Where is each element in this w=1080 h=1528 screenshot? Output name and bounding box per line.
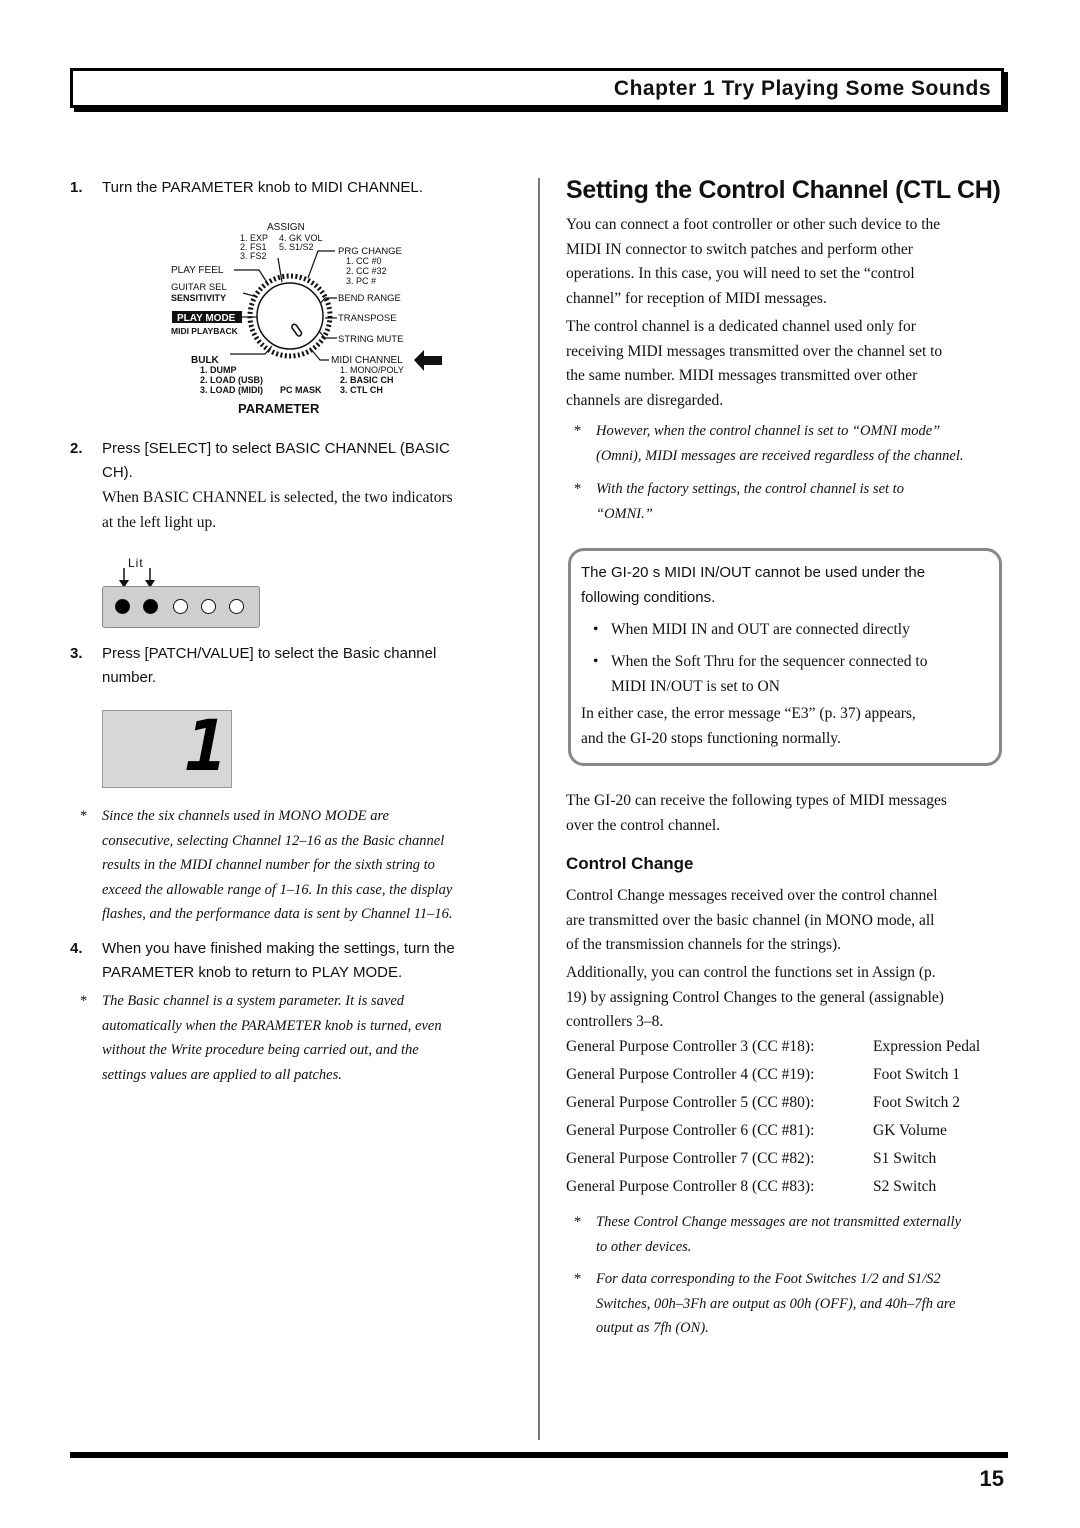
note-line: For data corresponding to the Foot Switches 1/2 and S1/S2 — [596, 1271, 941, 1287]
bulk-item: 1. DUMP — [200, 365, 237, 375]
chapter-header — [70, 68, 1004, 108]
assign-item: 5. S1/S2 — [279, 242, 314, 252]
bulk-item: 2. LOAD (USB) — [200, 375, 263, 385]
knob-label-sensitivity: SENSITIVITY — [171, 293, 227, 303]
step-number: 1. — [70, 179, 83, 196]
step-text-line: number. — [102, 669, 157, 686]
step-text-line: PARAMETER knob to return to PLAY MODE. — [102, 964, 403, 981]
body-line: 19) by assigning Control Changes to the general (assignable) — [566, 988, 944, 1006]
body-line: channel” for reception of MIDI messages. — [566, 289, 827, 307]
step-2-body — [102, 486, 522, 535]
knob-label-transpose: TRANSPOSE — [338, 313, 397, 324]
step-number: 2. — [70, 440, 83, 457]
note-not-transmitted: * These Control Change messages are not transmitted externally to other devices. — [596, 1210, 1016, 1259]
indicator-light — [173, 599, 188, 614]
note-line: consecutive, selecting Channel 12–16 as the Basic channel — [102, 832, 445, 849]
step-text-line: Press [SELECT] to select BASIC CHANNEL (BASIC — [102, 440, 450, 457]
page-number: 15 — [979, 1466, 1004, 1491]
body-line: at the left light up. — [102, 513, 217, 531]
cc-function: Foot Switch 1 — [873, 1066, 960, 1083]
lcd-value: 1 — [184, 705, 227, 787]
note-line: automatically when the PARAMETER knob is turned, even — [102, 1017, 442, 1034]
body-line: MIDI IN connector to switch patches and perform other — [566, 240, 913, 258]
cc-controller: General Purpose Controller 3 (CC #18): — [566, 1038, 815, 1055]
body-line: the same number. MIDI messages transmitted over other — [566, 367, 918, 384]
body-line: over the control channel. — [566, 816, 721, 834]
cc-function: S2 Switch — [873, 1178, 937, 1195]
cc-function: GK Volume — [873, 1122, 947, 1139]
note-line: exceed the allowable range of 1–16. In this case, the display — [102, 881, 453, 898]
note-line: output as 7fh (ON). — [596, 1320, 709, 1336]
step-4 — [70, 937, 520, 985]
body-line: Additionally, you can control the functions set in Assign (p. — [566, 964, 936, 981]
indicator-panel — [102, 586, 260, 628]
prg-item: 3. PC # — [346, 276, 377, 286]
note-line: Switches, 00h–3Fh are output as 00h (OFF), and 40h–7fh are — [596, 1295, 956, 1312]
bulk-item: 3. LOAD (MIDI) — [200, 385, 263, 395]
body-line: When BASIC CHANNEL is selected, the two indicators — [102, 489, 453, 506]
note-line: settings values are applied to all patches. — [102, 1066, 342, 1083]
prg-item: 2. CC #32 — [346, 266, 387, 276]
knob-label-prg-change: PRG CHANGE — [338, 246, 402, 257]
body-line: of the transmission channels for the strings). — [566, 936, 842, 953]
assign-item: 1. EXP — [240, 233, 269, 243]
body-line: Control Change messages received over the control channel — [566, 887, 938, 904]
knob-label-pc-mask: PC MASK — [280, 385, 322, 395]
step-2 — [70, 437, 520, 485]
body-line: operations. In this case, you will need to set the “control — [566, 265, 915, 282]
knob-label-bend-range: BEND RANGE — [338, 293, 401, 304]
step-number: 3. — [70, 645, 83, 662]
note-omni-mode: * However, when the control channel is set to “OMNI mode” (Omni), MIDI messages are received regardless of the channel. — [596, 419, 1016, 468]
info-box — [568, 548, 1002, 766]
assign-item: 2. FS1 — [240, 242, 267, 252]
body-line: MIDI IN/OUT is set to ON — [611, 677, 780, 695]
body-line: The control channel is a dedicated channel used only for — [566, 318, 916, 335]
step-number: 4. — [70, 940, 83, 957]
note-line: With the factory settings, the control channel is set to — [596, 481, 904, 497]
box-outro — [581, 702, 916, 751]
paragraph — [566, 884, 1006, 958]
subsection-title: Control Change — [566, 854, 694, 873]
note-mono-mode: * Since the six channels used in MONO MODE are consecutive, selecting Channel 12–16 as the Basic channel results in the MIDI channel number for the sixth string to exceed the allowable range of 1–16. In this case, the display flashes, and the performance data is sent by Channel 11–16. — [102, 804, 522, 927]
body-line: You can connect a foot controller or other such device to the — [566, 216, 941, 233]
indicator-light — [115, 599, 130, 614]
note-line: Since the six channels used in MONO MODE are — [102, 808, 389, 824]
knob-label-midi-playback: MIDI PLAYBACK — [171, 326, 238, 336]
indicator-light — [201, 599, 216, 614]
column-divider — [538, 178, 540, 1440]
indicator-light — [143, 599, 158, 614]
body-line: The GI-20 s MIDI IN/OUT cannot be used under the — [581, 564, 926, 581]
box-bullet: • When the Soft Thru for the sequencer connected to MIDI IN/OUT is set to ON — [611, 650, 928, 699]
body-line: following conditions. — [581, 588, 716, 606]
lit-label: Lit — [128, 556, 144, 570]
parameter-knob — [250, 276, 330, 356]
cc-controller: General Purpose Controller 7 (CC #82): — [566, 1150, 815, 1167]
step-1 — [70, 176, 520, 200]
note-line: “OMNI.” — [596, 505, 653, 522]
indicator-light — [229, 599, 244, 614]
paragraph — [566, 789, 1006, 838]
cc-function: Foot Switch 2 — [873, 1094, 960, 1111]
knob-label-bulk: BULK — [191, 355, 219, 366]
midi-item: 1. MONO/POLY — [340, 365, 404, 375]
parameter-knob-diagram — [160, 214, 450, 420]
body-line: When MIDI IN and OUT are connected directly — [611, 621, 910, 638]
paragraph — [566, 961, 1006, 1035]
box-bullet: • When MIDI IN and OUT are connected directly — [611, 618, 910, 643]
body-line: receiving MIDI messages transmitted over the channel set to — [566, 342, 943, 360]
lcd-display — [102, 705, 232, 788]
cc-controller: General Purpose Controller 5 (CC #80): — [566, 1094, 815, 1111]
body-line: controllers 3–8. — [566, 1013, 664, 1030]
body-line: When the Soft Thru for the sequencer connected to — [611, 653, 928, 670]
cc-controller: General Purpose Controller 4 (CC #19): — [566, 1066, 815, 1083]
body-line: and the GI-20 stops functioning normally. — [581, 729, 841, 747]
note-line: without the Write procedure being carried out, and the — [102, 1042, 419, 1058]
section-title: Setting the Control Channel (CTL CH) — [566, 176, 1001, 204]
footer-rule — [70, 1452, 1008, 1458]
note-foot-switch-data: * For data corresponding to the Foot Switches 1/2 and S1/S2 Switches, 00h–3Fh are output as 00h (OFF), and 40h–7fh are output as 7fh (ON). — [596, 1267, 1016, 1341]
note-factory-settings: * With the factory settings, the control channel is set to “OMNI.” — [596, 477, 1016, 526]
cc-controller: General Purpose Controller 6 (CC #81): — [566, 1122, 815, 1139]
assign-item: 4. GK VOL — [279, 233, 323, 243]
paragraph — [566, 315, 1006, 413]
step-text-line: When you have finished making the settings, turn the — [102, 940, 455, 957]
knob-label-parameter: PARAMETER — [238, 401, 320, 416]
knob-label-play-mode: PLAY MODE — [177, 313, 236, 324]
step-3 — [70, 642, 520, 690]
note-line: to other devices. — [596, 1238, 692, 1255]
midi-item: 2. BASIC CH — [340, 375, 394, 385]
cc-controller: General Purpose Controller 8 (CC #83): — [566, 1178, 815, 1195]
step-text: Turn the PARAMETER knob to MIDI CHANNEL. — [102, 179, 423, 196]
chapter-title: Chapter 1 Try Playing Some Sounds — [613, 77, 991, 100]
cc-function: Expression Pedal — [873, 1038, 981, 1055]
midi-item: 3. CTL CH — [340, 385, 383, 395]
arrow-left-icon — [414, 350, 442, 371]
prg-item: 1. CC #0 — [346, 256, 382, 266]
body-line: The GI-20 can receive the following types of MIDI messages — [566, 792, 947, 809]
knob-label-play-feel: PLAY FEEL — [171, 265, 224, 276]
body-line: In either case, the error message “E3” (p. 37) appears, — [581, 705, 916, 722]
note-line: results in the MIDI channel number for the sixth string to — [102, 857, 435, 873]
knob-label-guitar-sel: GUITAR SEL — [171, 282, 227, 293]
knob-label-string-mute: STRING MUTE — [338, 334, 404, 345]
knob-label-midi-channel: MIDI CHANNEL — [331, 355, 403, 366]
knob-label-assign: ASSIGN — [267, 222, 305, 233]
step-text-line: CH). — [102, 464, 133, 481]
paragraph — [566, 213, 1006, 311]
body-line: channels are disregarded. — [566, 391, 724, 409]
assign-item: 3. FS2 — [240, 251, 267, 261]
note-line: However, when the control channel is set to “OMNI mode” — [596, 423, 941, 439]
step-text-line: Press [PATCH/VALUE] to select the Basic channel — [102, 645, 437, 662]
body-line: are transmitted over the basic channel (in MONO mode, all — [566, 911, 935, 929]
note-line: These Control Change messages are not transmitted externally — [596, 1214, 962, 1230]
note-basic-channel: * The Basic channel is a system parameter. It is saved automatically when the PARAMETER knob is turned, even without the Write procedure being carried out, and the settings values are applied to all patches. — [102, 989, 522, 1087]
box-intro — [581, 561, 925, 610]
note-line: (Omni), MIDI messages are received regardless of the channel. — [596, 447, 964, 464]
cc-function: S1 Switch — [873, 1150, 937, 1167]
note-line: The Basic channel is a system parameter. It is saved — [102, 993, 405, 1009]
note-line: flashes, and the performance data is sent by Channel 11–16. — [102, 906, 453, 922]
